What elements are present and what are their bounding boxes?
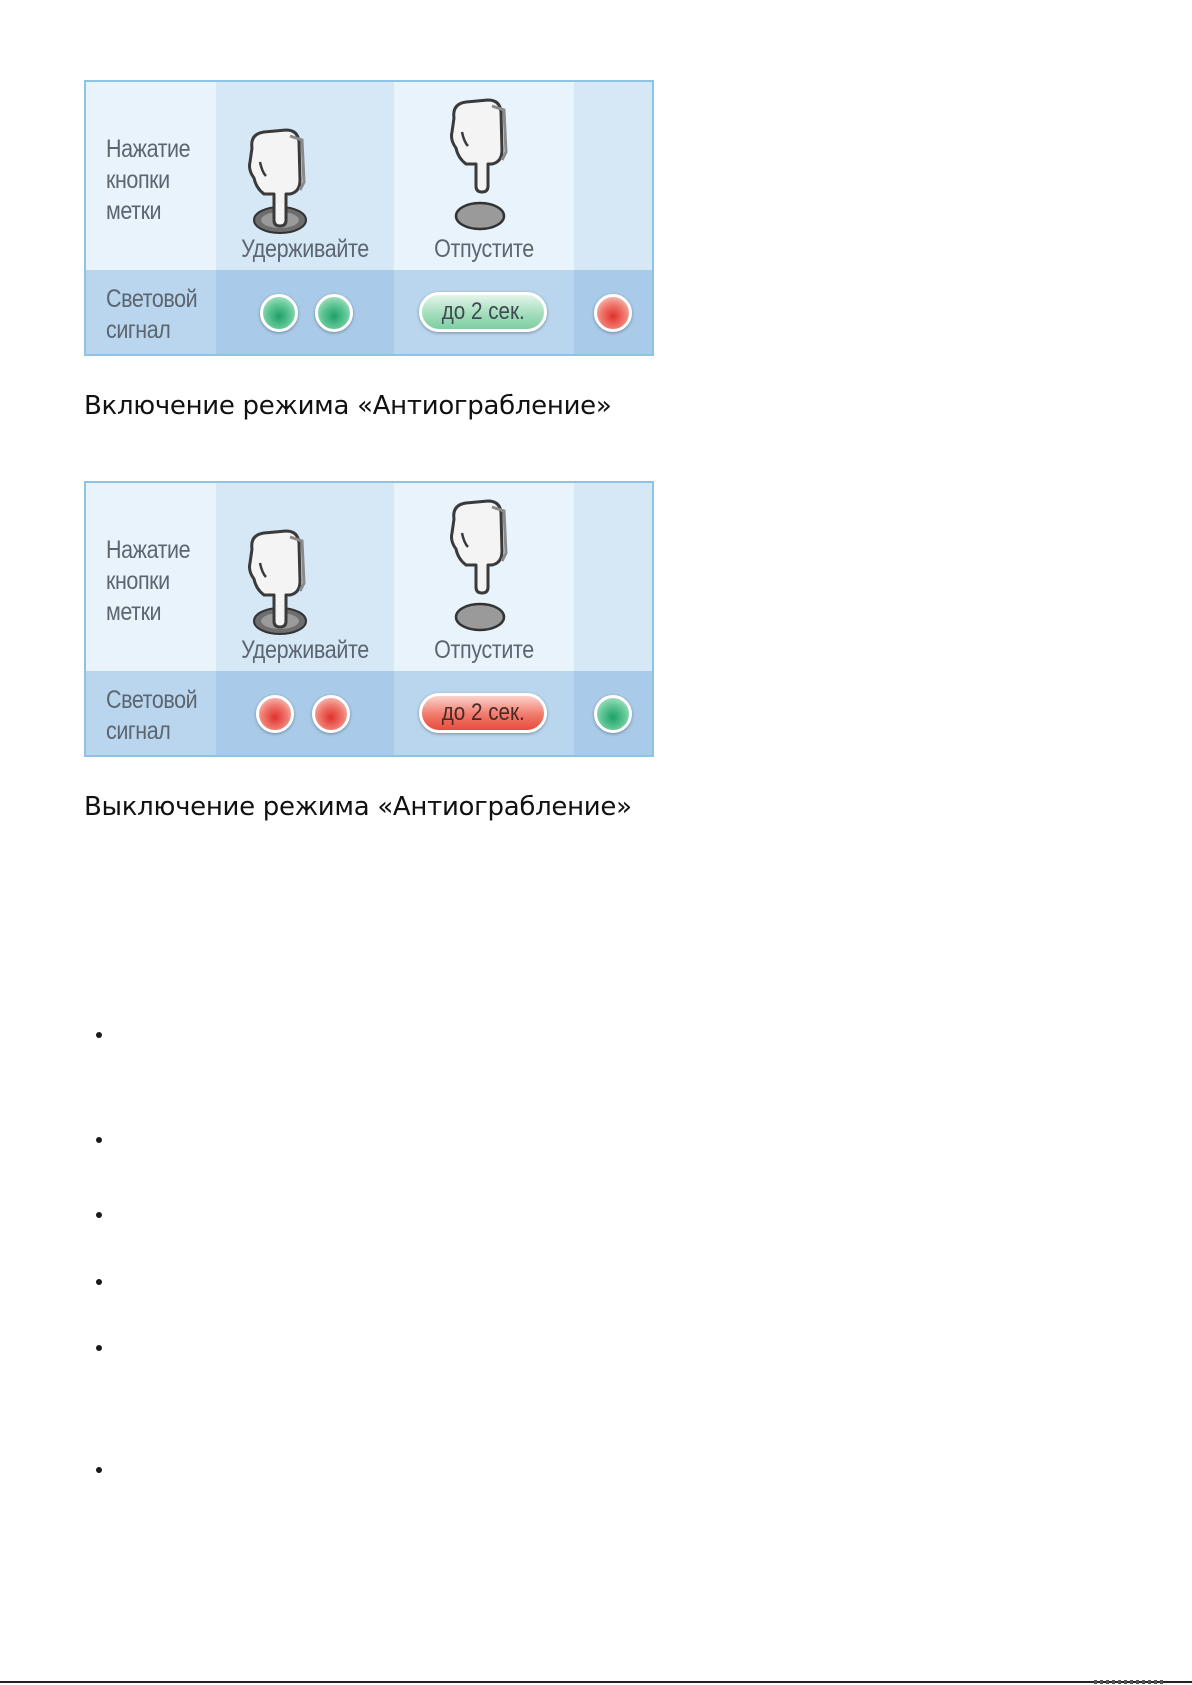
- press-row-label: Нажатие кнопки метки: [106, 135, 191, 225]
- hold-column: [216, 82, 394, 354]
- hand-released-button-icon: [442, 96, 522, 236]
- press-row-label: Нажатие кнопки метки: [106, 536, 191, 626]
- green-led-indicator: [260, 294, 298, 332]
- result-column: [574, 82, 652, 354]
- anti-robbery-on-diagram: [84, 80, 654, 356]
- row-labels-column: [86, 483, 216, 755]
- duration-pill: до 2 сек.: [419, 693, 547, 733]
- row-labels-column: [86, 82, 216, 354]
- diagram-caption: Включение режима «Антиограбление»: [84, 391, 612, 421]
- green-led-indicator: [594, 695, 632, 733]
- list-bullet: [96, 1212, 102, 1218]
- diagram-caption: Выключение режима «Антиограбление»: [84, 792, 632, 822]
- hold-instruction: Удерживайте: [241, 235, 369, 263]
- release-column: [394, 483, 574, 755]
- list-bullet: [96, 1279, 102, 1285]
- red-led-indicator: [256, 695, 294, 733]
- list-bullet: [96, 1137, 102, 1143]
- hold-instruction: Удерживайте: [241, 636, 369, 664]
- hand-released-button-icon: [442, 497, 522, 637]
- hand-pressing-button-icon: [242, 529, 312, 639]
- red-led-indicator: [594, 294, 632, 332]
- result-column: [574, 483, 652, 755]
- signal-row-label: Световой сигнал: [106, 686, 198, 745]
- release-instruction: Отпустите: [434, 235, 534, 263]
- list-bullet: [96, 1345, 102, 1351]
- duration-pill: до 2 сек.: [419, 292, 547, 332]
- hand-pressing-button-icon: [242, 128, 312, 238]
- page-corner-mark: [1094, 1680, 1164, 1684]
- red-led-indicator: [312, 695, 350, 733]
- hold-column: [216, 483, 394, 755]
- list-bullet: [96, 1032, 102, 1038]
- page-bottom-rule: [0, 1681, 1192, 1683]
- list-bullet: [96, 1467, 102, 1473]
- release-column: [394, 82, 574, 354]
- anti-robbery-off-diagram: [84, 481, 654, 757]
- signal-row-label: Световой сигнал: [106, 285, 198, 344]
- green-led-indicator: [315, 294, 353, 332]
- release-instruction: Отпустите: [434, 636, 534, 664]
